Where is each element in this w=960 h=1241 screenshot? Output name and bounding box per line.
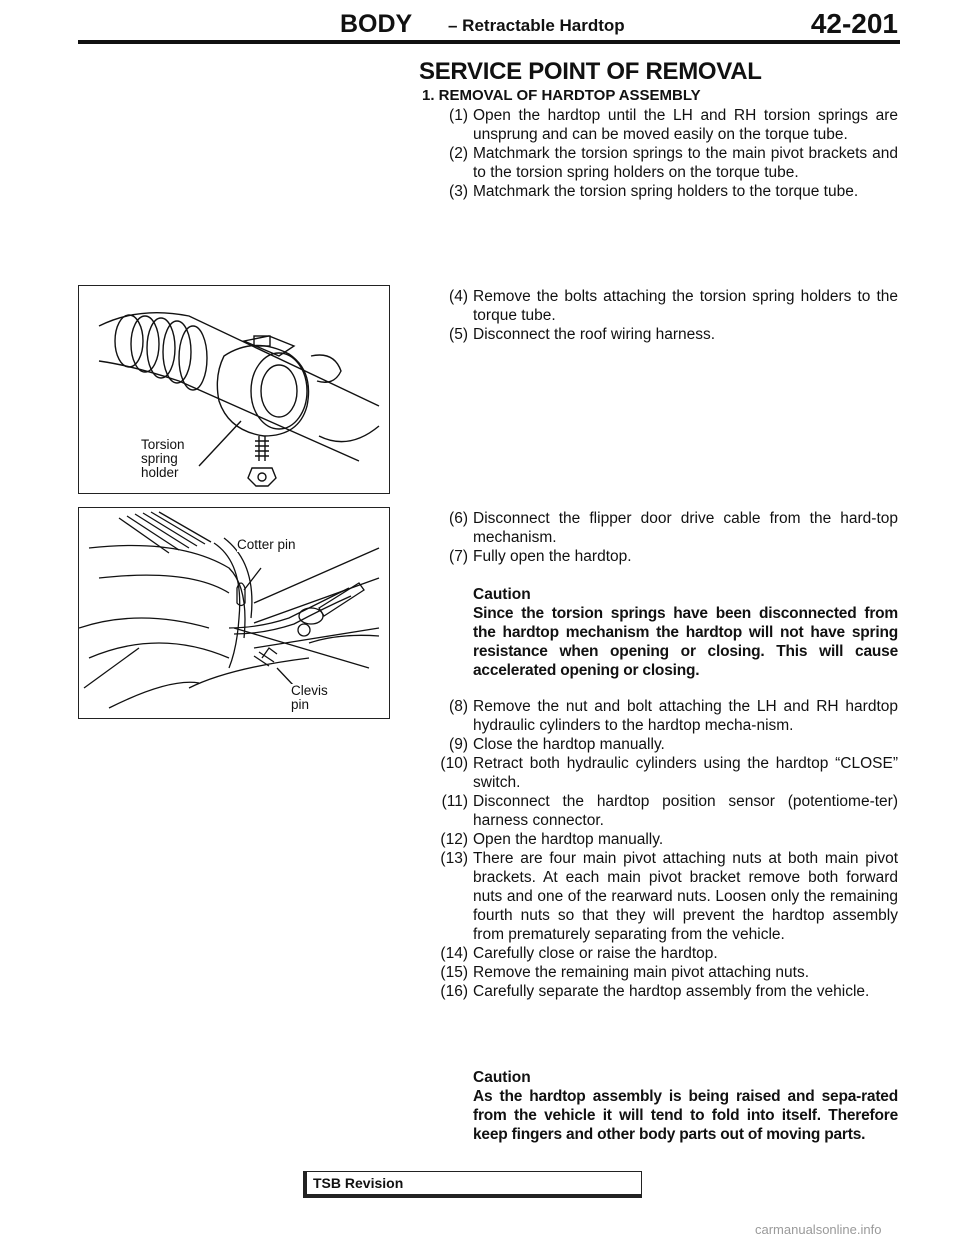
section-name: BODY xyxy=(340,10,413,38)
step-number: (4) xyxy=(449,288,468,305)
cotter-pin-label: Cotter pin xyxy=(237,537,296,552)
step-text: Disconnect the roof wiring harness. xyxy=(473,326,716,343)
figure-label-line: Clevis xyxy=(291,683,328,698)
step-item xyxy=(420,754,898,792)
tsb-revision-box xyxy=(303,1171,642,1198)
step-text: Open the hardtop manually. xyxy=(473,831,664,848)
clevis-pin-illustration xyxy=(79,508,389,718)
step-item xyxy=(420,963,898,982)
caution-title: Caution xyxy=(473,1069,531,1086)
step-text: Remove the nut and bolt attaching the LH and RH hardtop hydraulic cylinders to the hardtop mecha-nism. xyxy=(473,698,898,734)
step-number: (7) xyxy=(449,548,468,565)
sub-heading: 1. REMOVAL OF HARDTOP ASSEMBLY xyxy=(422,87,701,104)
step-number: (14) xyxy=(440,945,468,962)
step-text: Open the hardtop until the LH and RH torsion springs are unsprung and can be moved easily on the torque tube. xyxy=(473,107,898,143)
torsion-spring-figure xyxy=(78,285,390,494)
header-rule xyxy=(78,40,900,44)
steps-block-4 xyxy=(420,697,898,1001)
step-item xyxy=(420,982,898,1001)
section-title: SERVICE POINT OF REMOVAL xyxy=(419,58,762,85)
figure-label-line: spring xyxy=(141,451,178,466)
step-text: There are four main pivot attaching nuts at both main pivot brackets. At each main pivot bracket remove both forward nuts and one of the rearward nuts. Loosen only the remaining fourth nuts so that they will prevent the hardtop assembly from prematurely separating from the vehicle. xyxy=(473,850,898,943)
step-item xyxy=(420,849,898,944)
subsection-name: – Retractable Hardtop xyxy=(448,16,625,35)
step-text: Close the hardtop manually. xyxy=(473,736,665,753)
step-number: (8) xyxy=(449,698,468,715)
page-header xyxy=(330,8,900,42)
step-item xyxy=(420,792,898,830)
figure-label xyxy=(141,438,185,480)
step-item xyxy=(420,830,898,849)
figure-label-line: holder xyxy=(141,465,179,480)
torsion-spring-illustration xyxy=(79,286,389,493)
step-text: Carefully close or raise the hardtop. xyxy=(473,945,718,962)
watermark: carmanualsonline.info xyxy=(755,1222,882,1237)
step-item xyxy=(420,182,898,201)
step-text: Remove the bolts attaching the torsion spring holders to the torque tube. xyxy=(473,288,898,324)
figure-label-line: pin xyxy=(291,697,310,712)
step-number: (2) xyxy=(449,145,468,162)
step-number: (13) xyxy=(440,850,468,867)
step-item xyxy=(420,287,898,325)
page-number: 42-201 xyxy=(810,8,898,39)
steps-block-1 xyxy=(420,106,898,201)
step-number: (16) xyxy=(440,983,468,1000)
step-number: (9) xyxy=(449,736,468,753)
clevis-pin-figure xyxy=(78,507,390,719)
step-text: Matchmark the torsion spring holders to the torque tube. xyxy=(473,183,859,200)
step-item xyxy=(420,735,898,754)
step-item xyxy=(420,944,898,963)
step-number: (1) xyxy=(449,107,468,124)
figure-label-line: Torsion xyxy=(141,437,185,452)
step-item xyxy=(420,144,898,182)
step-number: (10) xyxy=(440,755,468,772)
step-text: Disconnect the flipper door drive cable from the hard-top mechanism. xyxy=(473,510,898,546)
step-text: Matchmark the torsion springs to the main pivot brackets and to the torsion spring holders on the torque tube. xyxy=(473,145,898,181)
caution-text: Since the torsion springs have been disconnected from the hardtop mechanism the hardtop will not have spring resistance when opening or closing. This will cause accelerated opening or closing. xyxy=(473,605,898,679)
step-item xyxy=(420,547,898,566)
tsb-revision-label: TSB Revision xyxy=(313,1175,404,1191)
steps-block-3 xyxy=(420,509,898,566)
step-number: (15) xyxy=(440,964,468,981)
caution-note xyxy=(473,1068,898,1144)
step-item xyxy=(420,509,898,547)
clevis-pin-label xyxy=(291,684,328,712)
steps-block-2 xyxy=(420,287,898,344)
caution-title: Caution xyxy=(473,586,531,603)
caution-note xyxy=(473,585,898,680)
step-text: Retract both hydraulic cylinders using the hardtop “CLOSE” switch. xyxy=(473,755,898,791)
step-item xyxy=(420,697,898,735)
step-text: Remove the remaining main pivot attaching nuts. xyxy=(473,964,810,981)
step-item xyxy=(420,325,898,344)
step-number: (3) xyxy=(449,183,468,200)
caution-text: As the hardtop assembly is being raised and sepa-rated from the vehicle it will tend to fold into itself. Therefore keep fingers and other body parts out of moving parts. xyxy=(473,1088,898,1143)
step-number: (12) xyxy=(440,831,468,848)
step-item xyxy=(420,106,898,144)
step-number: (6) xyxy=(449,510,468,527)
step-text: Fully open the hardtop. xyxy=(473,548,632,565)
step-number: (11) xyxy=(441,793,468,810)
step-number: (5) xyxy=(449,326,468,343)
step-text: Disconnect the hardtop position sensor (potentiome-ter) harness connector. xyxy=(473,793,898,829)
step-text: Carefully separate the hardtop assembly from the vehicle. xyxy=(473,983,870,1000)
